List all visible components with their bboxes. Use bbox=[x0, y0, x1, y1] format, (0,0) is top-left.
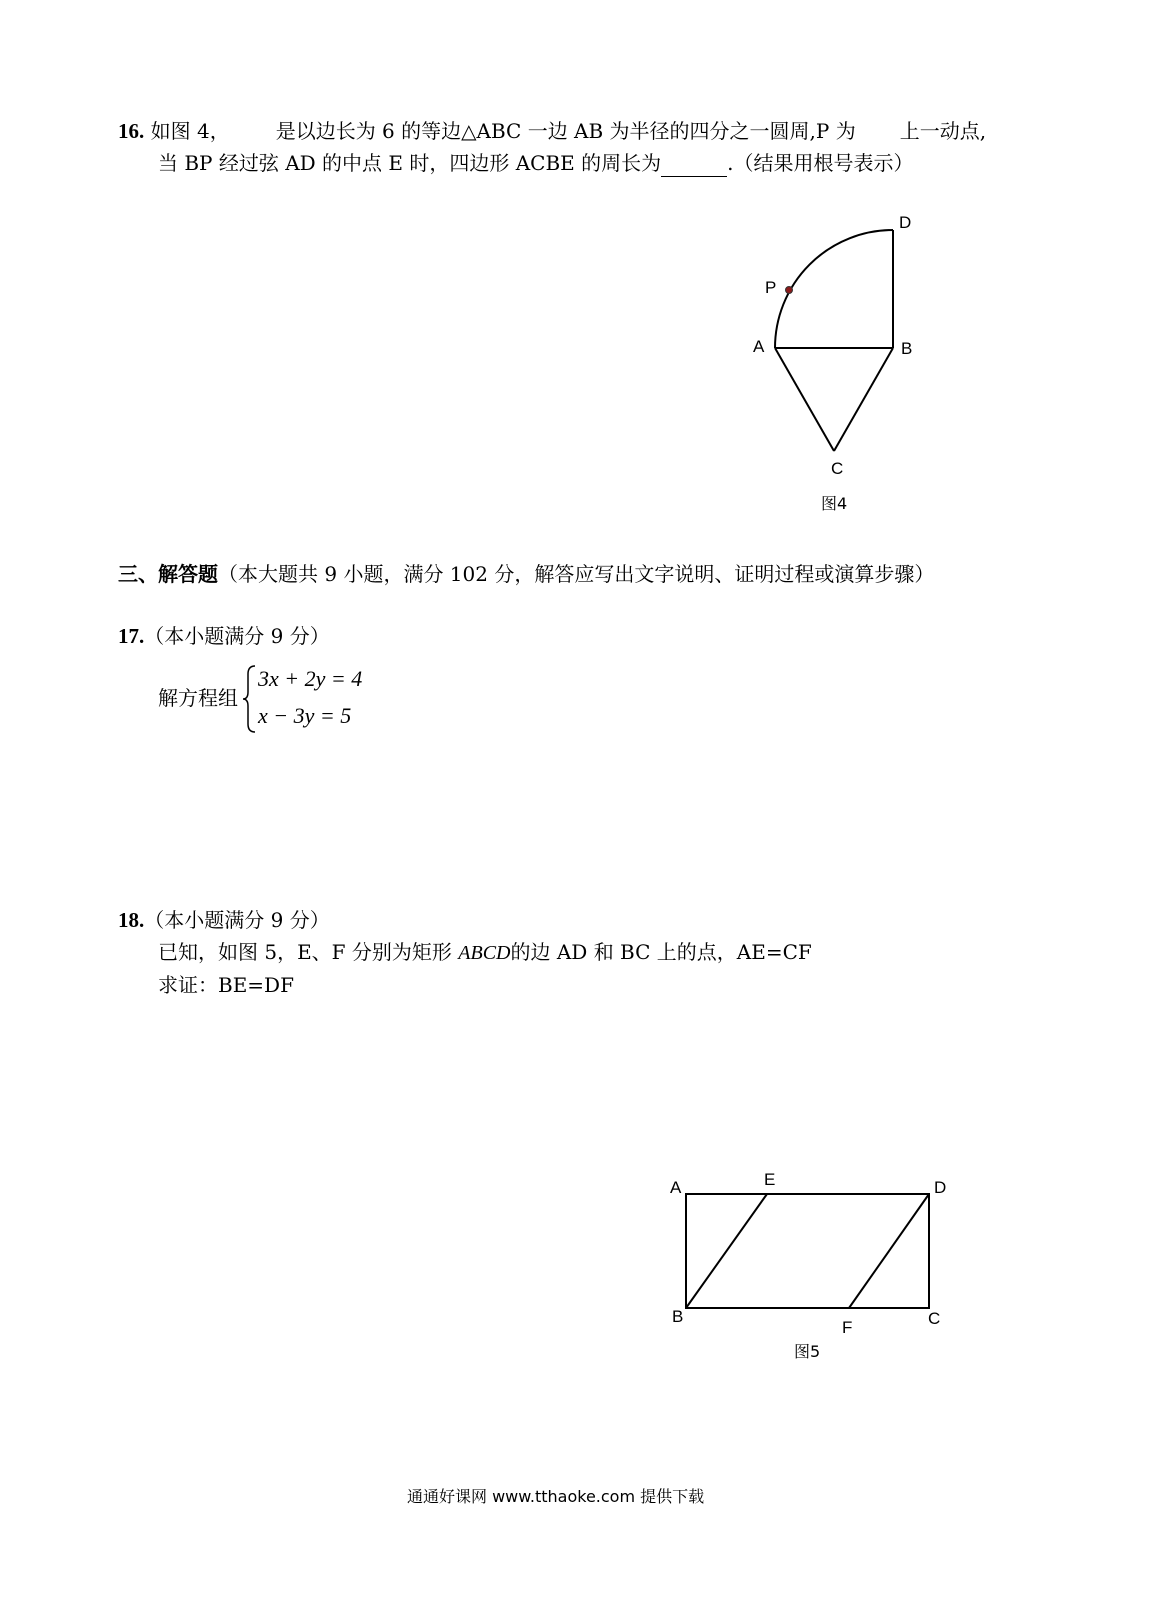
page-footer: 通通好课网 www.tthaoke.com 提供下载 bbox=[407, 1487, 705, 1506]
q16-line2 bbox=[158, 149, 914, 177]
label-p: P bbox=[765, 278, 777, 297]
rectangle-name: ABCD bbox=[458, 942, 511, 964]
section-note: （本大题共 9 小题，满分 102 分，解答应写出文字说明、证明过程或演算步骤） bbox=[218, 562, 935, 586]
label-a: A bbox=[753, 337, 765, 356]
q18-line1 bbox=[158, 938, 812, 967]
q18-text-a: 已知，如图 5，E、F 分别为矩形 bbox=[158, 940, 452, 964]
q16-text-c: 上一动点, bbox=[899, 119, 987, 143]
q16-text-e: .（结果用根号表示） bbox=[727, 151, 914, 175]
q16-text-d: 当 BP 经过弦 AD 的中点 E 时，四边形 ACBE 的周长为 bbox=[158, 151, 662, 175]
segment-be bbox=[686, 1194, 767, 1308]
label-d5: D bbox=[934, 1178, 947, 1197]
label-b5: B bbox=[672, 1307, 684, 1326]
label-e5: E bbox=[764, 1170, 776, 1189]
q18-header: 18.（本小题满分 9 分） bbox=[118, 908, 330, 932]
q18-line2: 求证：BE=DF bbox=[158, 973, 294, 997]
equation-2: x − 3y = 5 bbox=[258, 703, 352, 728]
label-a5: A bbox=[670, 1178, 682, 1197]
segment-ac bbox=[775, 348, 834, 451]
equation-1: 3x + 2y = 4 bbox=[258, 666, 363, 691]
section-title: 三、解答题 bbox=[118, 562, 218, 586]
q18-text-b: 的边 AD 和 BC 上的点，AE=CF bbox=[510, 940, 812, 964]
point-p bbox=[786, 287, 793, 294]
q16-line1: 16. 如图 4， 是以边长为 6 的等边△ABC 一边 AB 为半径的四分之一圆周,P 为 上一动点, bbox=[118, 119, 987, 143]
q17-header: 17.（本小题满分 9 分） bbox=[118, 624, 330, 648]
label-f5: F bbox=[842, 1318, 853, 1337]
figure-5 bbox=[670, 1180, 950, 1330]
label-b: B bbox=[901, 339, 913, 358]
section-3-heading bbox=[118, 560, 934, 588]
segment-bc bbox=[834, 348, 893, 451]
q17-score: （本小题满分 9 分） bbox=[144, 624, 330, 648]
answer-blank[interactable] bbox=[661, 156, 727, 177]
q17-prompt: 解方程组 bbox=[158, 686, 238, 710]
q16-number: 16 bbox=[118, 119, 139, 143]
equation-brace bbox=[242, 664, 258, 734]
q17-number: 17 bbox=[118, 624, 139, 648]
figure-4-caption: 图4 bbox=[821, 494, 848, 513]
q16-text-b: 是以边长为 6 的等边△ABC 一边 AB 为半径的四分之一圆周,P 为 bbox=[275, 119, 856, 143]
q18-number: 18 bbox=[118, 908, 139, 932]
label-d: D bbox=[899, 213, 912, 232]
q16-text-a: 如图 4， bbox=[150, 119, 230, 143]
label-c5: C bbox=[928, 1309, 941, 1328]
label-c: C bbox=[831, 459, 844, 478]
figure-5-caption: 图5 bbox=[794, 1342, 821, 1361]
q18-score: （本小题满分 9 分） bbox=[144, 908, 330, 932]
segment-df bbox=[849, 1194, 929, 1308]
rectangle-abcd bbox=[686, 1194, 929, 1308]
